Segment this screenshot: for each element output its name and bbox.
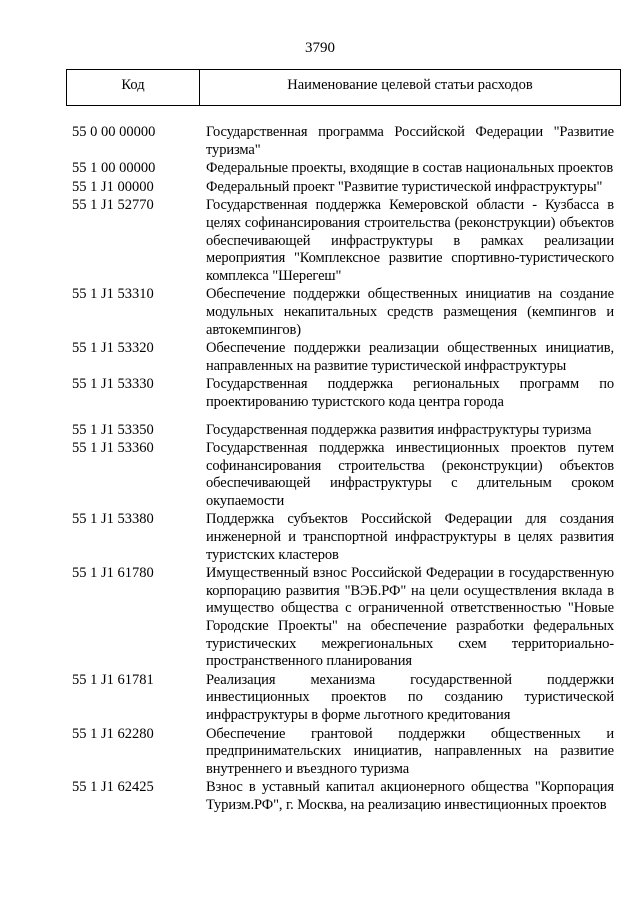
header-name: Наименование целевой статьи расходов <box>287 77 533 93</box>
table-row <box>72 286 614 339</box>
entry-code: 55 1 J1 53320 <box>72 340 154 357</box>
entry-name: Государственная поддержка Кемеровской области - Кузбасса в целях софинансирования строительства (реконструкции) объектов обеспечивающей инфраструктуры в рамках реализации мероприятия "Комплексное развитие спортивно-туристического комплекса "Шерегеш" <box>206 197 614 284</box>
header-code: Код <box>67 70 200 105</box>
entry-name: Федеральные проекты, входящие в состав национальных проектов <box>206 160 614 177</box>
entry-name: Взнос в уставный капитал акционерного общества "Корпорация Туризм.РФ", г. Москва, на реализацию инвестиционных проектов <box>206 779 614 813</box>
entry-code: 55 1 J1 61781 <box>72 671 154 688</box>
entry-name: Обеспечение поддержки общественных инициатив на создание модульных некапитальных средств размещения (кемпингов и автокемпингов) <box>206 286 614 338</box>
entry-code: 55 1 00 00000 <box>72 160 156 177</box>
entry-code: 55 1 J1 62425 <box>72 779 154 796</box>
table-row <box>72 422 614 440</box>
table-row <box>72 160 614 178</box>
table-row <box>72 511 614 564</box>
entry-code: 55 0 00 00000 <box>72 124 156 140</box>
entry-name: Государственная поддержка развития инфраструктуры туризма <box>206 421 592 438</box>
table-row <box>72 197 614 285</box>
entries-list <box>72 124 614 815</box>
entry-code: 55 1 J1 52770 <box>72 197 154 214</box>
page-number: 3790 <box>305 40 335 56</box>
table-row <box>72 440 614 510</box>
entry-name: Реализация механизма государственной поддержки инвестиционных проектов по созданию туристической инфраструктуры в форме льготного кредитования <box>206 671 614 723</box>
entry-name: Обеспечение поддержки реализации общественных инициатив, направленных на развитие туристической инфраструктуры <box>206 340 614 374</box>
entry-name: Поддержка субъектов Российской Федерации для создания инженерной и транспортной инфраструктуры в целях развития туристских кластеров <box>206 511 614 563</box>
table-row <box>72 565 614 671</box>
table-row <box>72 779 614 814</box>
entry-code: 55 1 J1 53360 <box>72 440 154 457</box>
table-row <box>72 376 614 411</box>
entry-name: Государственная программа Российской Федерации "Развитие туризма" <box>206 124 614 158</box>
table-row <box>72 726 614 779</box>
table-header <box>66 69 621 106</box>
entry-name: Федеральный проект "Развитие туристической инфраструктуры" <box>206 178 603 195</box>
entry-name: Обеспечение грантовой поддержки общественных и предпринимательских инициатив, направленных на развитие внутреннего и въездного туризма <box>206 725 614 777</box>
entry-code: 55 1 J1 53310 <box>72 286 154 303</box>
table-row <box>72 124 614 159</box>
table-row <box>72 672 614 725</box>
entry-name: Имущественный взнос Российской Федерации в государственную корпорацию развития "ВЭБ.РФ" на цели осуществления вклада в имущество общества с ограниченной ответственностью "Новые Городские Проекты" на обеспечение разработки федеральных туристических межрегиональных схем территориально-пространственного планирования <box>206 565 614 670</box>
table-row <box>72 340 614 375</box>
entry-code: 55 1 J1 53330 <box>72 376 154 393</box>
entry-code: 55 1 J1 62280 <box>72 725 154 742</box>
entry-code: 55 1 J1 53350 <box>72 421 154 438</box>
entry-code: 55 1 J1 53380 <box>72 511 154 528</box>
table-row <box>72 179 614 197</box>
entry-code: 55 1 J1 00000 <box>72 178 154 195</box>
entry-code: 55 1 J1 61780 <box>72 565 154 582</box>
entry-name: Государственная поддержка инвестиционных проектов путем софинансирования строительства (реконструкции) объектов обеспечивающей инфраструктуры с длительным сроком окупаемости <box>206 440 614 509</box>
entry-name: Государственная поддержка региональных программ по проектированию туристского кода центра города <box>206 376 614 410</box>
